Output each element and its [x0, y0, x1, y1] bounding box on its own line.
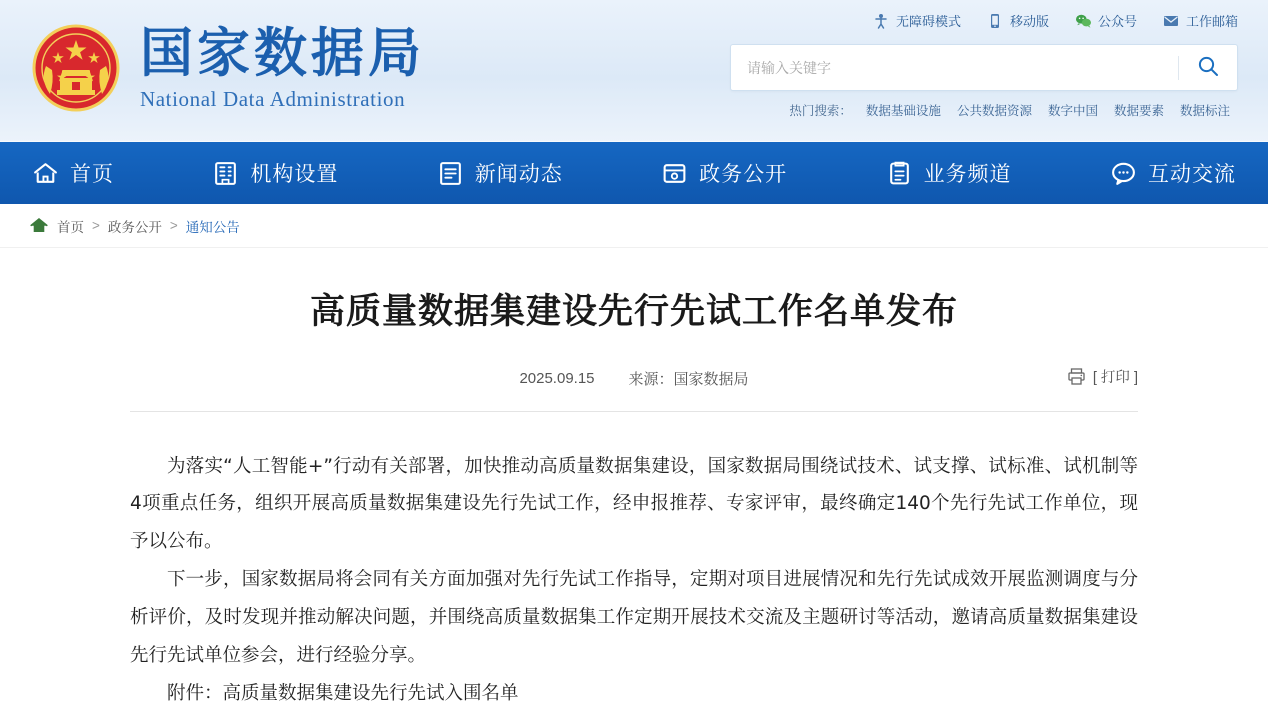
- hot-search-item[interactable]: 数据要素: [1113, 104, 1164, 118]
- breadcrumb: [0, 204, 1268, 248]
- hot-search-item[interactable]: 公共数据资源: [956, 104, 1032, 118]
- hot-search-item[interactable]: 数据标注: [1179, 104, 1230, 118]
- site-title-en: National Data Administration: [140, 87, 406, 112]
- site-header: [0, 0, 1268, 142]
- printer-icon: [1067, 367, 1086, 386]
- nav-item-interaction[interactable]: [1104, 158, 1242, 188]
- nav-item-government-affairs[interactable]: [655, 158, 793, 188]
- search-button[interactable]: [1179, 45, 1237, 90]
- national-emblem-icon: [24, 16, 128, 120]
- print-button[interactable]: [1067, 366, 1138, 387]
- nav-item-business-channel[interactable]: [880, 158, 1018, 188]
- article-date: 2025.09.15: [519, 369, 595, 387]
- list-icon: [886, 160, 913, 187]
- hot-search-label: 热门搜索：: [789, 104, 852, 118]
- page-title: 高质量数据集建设先行先试工作名单发布: [309, 292, 958, 332]
- hot-search-item[interactable]: 数字中国: [1047, 104, 1098, 118]
- hot-search-item[interactable]: 数据基础设施: [865, 104, 941, 118]
- article-paragraph: 下一步，国家数据局将会同有关方面加强对先行先试工作指导，定期对项目进展情况和先行先试成效开展监测调度与分析评价，及时发现并推动解决问题，并围绕高质量数据集工作定期开展技术交流及主题研讨等活动，邀请高质量数据集建设先行先试单位参会，进行经验分享。: [130, 569, 1138, 667]
- breadcrumb-item-notice[interactable]: 通知公告: [185, 219, 240, 235]
- article-source-value: 国家数据局: [673, 370, 749, 388]
- breadcrumb-separator: >: [169, 218, 178, 233]
- article-body: [130, 448, 1138, 713]
- home-filled-icon: [30, 217, 48, 235]
- quick-link-accessibility[interactable]: [873, 11, 961, 30]
- nav-item-label: 首页: [70, 162, 114, 186]
- quick-link-wechat[interactable]: [1075, 11, 1137, 30]
- search-icon: [1196, 54, 1220, 81]
- quick-link-label: 移动版: [1009, 14, 1049, 29]
- wechat-icon: [1075, 12, 1092, 29]
- mail-icon: [1163, 12, 1180, 29]
- article-source-label: 来源：: [628, 370, 674, 388]
- nav-item-label: 新闻动态: [474, 162, 563, 186]
- home-icon: [32, 160, 59, 187]
- nav-item-label: 业务频道: [923, 162, 1012, 186]
- nav-item-label: 机构设置: [250, 162, 339, 186]
- article-meta: [130, 368, 1138, 412]
- nav-item-news[interactable]: [431, 158, 569, 188]
- article-attachment-line: 附件：高质量数据集建设先行先试入围名单: [167, 683, 519, 705]
- article: [0, 290, 1268, 713]
- chat-icon: [1110, 160, 1137, 187]
- mobile-icon: [987, 12, 1004, 29]
- folder-open-icon: [661, 160, 688, 187]
- search-box[interactable]: [730, 44, 1238, 91]
- article-source: [629, 368, 749, 389]
- print-label: [ 打印 ]: [1092, 369, 1138, 386]
- quick-links: [873, 11, 1238, 30]
- nav-item-organization[interactable]: [206, 158, 344, 188]
- breadcrumb-item-home[interactable]: 首页: [57, 219, 84, 235]
- nav-item-home[interactable]: [26, 158, 120, 188]
- quick-link-mobile[interactable]: [987, 11, 1049, 30]
- news-icon: [437, 160, 464, 187]
- breadcrumb-separator: >: [92, 218, 100, 233]
- quick-link-label: 无障碍模式: [895, 14, 961, 29]
- hot-search: [789, 101, 1238, 119]
- quick-link-mail[interactable]: [1163, 11, 1238, 30]
- nav-item-label: 互动交流: [1147, 162, 1236, 186]
- site-logo[interactable]: [24, 16, 425, 120]
- quick-link-label: 公众号: [1097, 14, 1137, 29]
- nav-item-label: 政务公开: [699, 162, 788, 186]
- site-title-cn: 国家数据局: [140, 22, 425, 84]
- quick-link-label: 工作邮箱: [1185, 14, 1238, 29]
- search-input[interactable]: [731, 45, 1178, 90]
- building-icon: [212, 160, 239, 187]
- main-navigation: [0, 142, 1268, 204]
- breadcrumb-item-government-affairs[interactable]: 政务公开: [107, 219, 162, 235]
- accessibility-icon: [873, 12, 890, 29]
- article-paragraph: 为落实“人工智能+”行动有关部署，加快推动高质量数据集建设，国家数据局围绕试技术、试支撑、试标准、试机制等4项重点任务，组织开展高质量数据集建设先行先试工作，经申报推荐、专家评审，最终确定140个先行先试工作单位，现予以公布。: [130, 455, 1138, 553]
